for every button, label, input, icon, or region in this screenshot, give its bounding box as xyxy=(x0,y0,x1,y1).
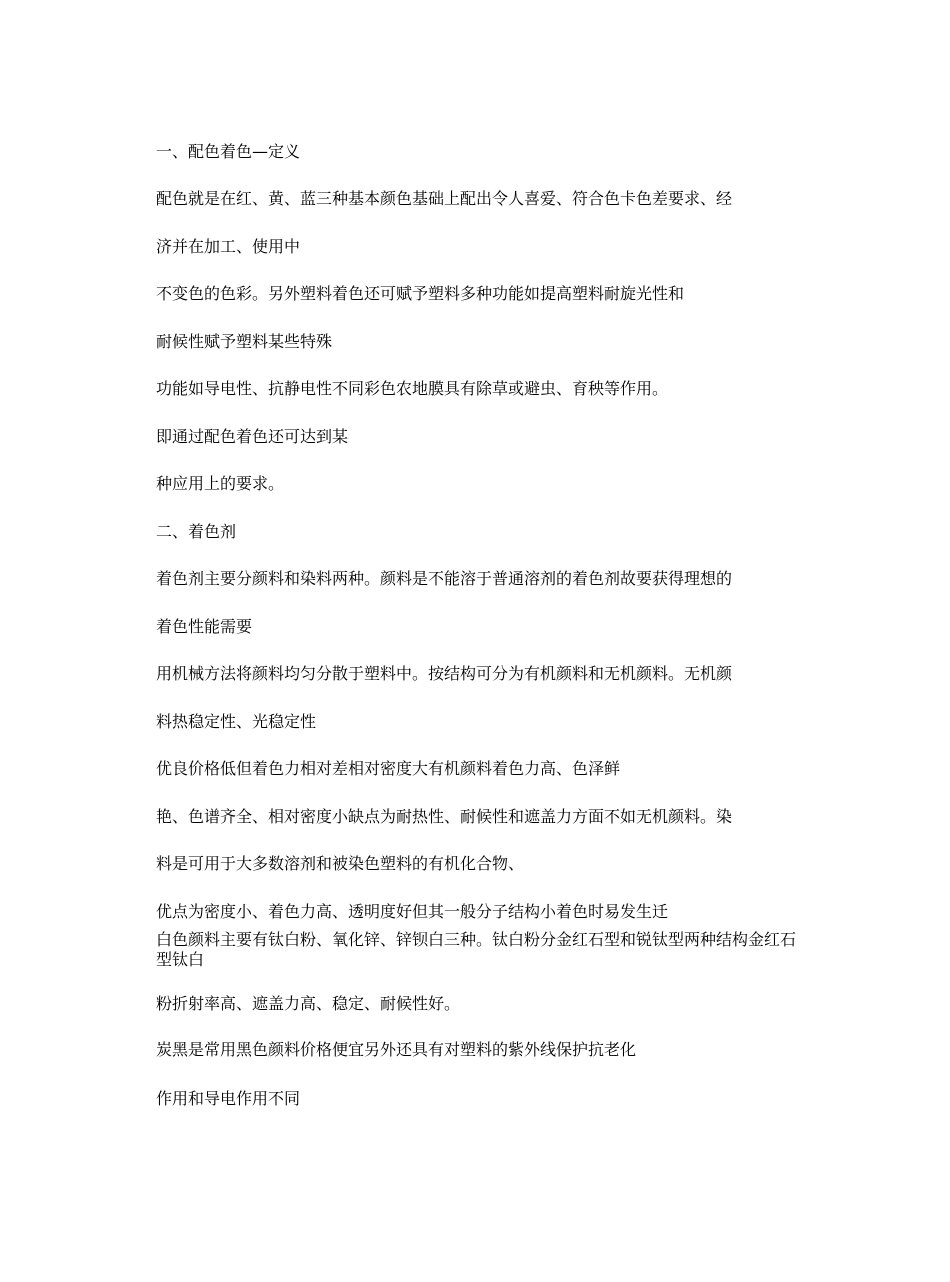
paragraph-line: 粉折射率高、遮盖力高、稳定、耐候性好。 xyxy=(156,994,461,1013)
paragraph-line: 济并在加工、使用中 xyxy=(156,237,301,256)
paragraph-line: 着色剂主要分颜料和染料两种。颜料是不能溶于普通溶剂的着色剂故要获得理想的 xyxy=(156,569,733,588)
heading-definition: 一、配色着色—定义 xyxy=(156,142,301,161)
paragraph-line-white-pigment: 白色颜料主要有钛白粉、氧化锌、锌钡白三种。钛白粉分金红石型和锐钛型两种结构金红石型钛白 xyxy=(156,930,797,969)
paragraph-line: 料热稳定性、光稳定性 xyxy=(156,712,317,731)
paragraph-line: 艳、色谱齐全、相对密度小缺点为耐热性、耐候性和遮盖力方面不如无机颜料。染 xyxy=(156,807,733,826)
paragraph-line: 用机械方法将颜料均匀分散于塑料中。按结构可分为有机颜料和无机颜料。无机颜 xyxy=(156,664,733,683)
paragraph-line: 作用和导电作用不同 xyxy=(156,1089,301,1108)
paragraph-line: 炭黑是常用黑色颜料价格便宜另外还具有对塑料的紫外线保护抗老化 xyxy=(156,1040,637,1059)
paragraph-line: 优良价格低但着色力相对差相对密度大有机颜料着色力高、色泽鲜 xyxy=(156,759,621,778)
paragraph-line: 不变色的色彩。另外塑料着色还可赋予塑料多种功能如提高塑料耐旋光性和 xyxy=(156,284,685,303)
paragraph-line: 着色性能需要 xyxy=(156,617,253,636)
heading-colorant: 二、着色剂 xyxy=(156,522,237,541)
paragraph-line: 功能如导电性、抗静电性不同彩色农地膜具有除草或避虫、育秧等作用。 xyxy=(156,379,669,398)
paragraph-line: 优点为密度小、着色力高、透明度好但其一般分子结构小着色时易发生迁 xyxy=(156,902,669,921)
paragraph-line: 即通过配色着色还可达到某 xyxy=(156,427,349,446)
paragraph-line: 料是可用于大多数溶剂和被染色塑料的有机化合物、 xyxy=(156,854,525,873)
paragraph-line: 耐候性赋予塑料某些特殊 xyxy=(156,332,333,351)
paragraph-line: 种应用上的要求。 xyxy=(156,474,285,493)
paragraph-line: 配色就是在红、黄、蓝三种基本颜色基础上配出令人喜爱、符合色卡色差要求、经 xyxy=(156,189,733,208)
